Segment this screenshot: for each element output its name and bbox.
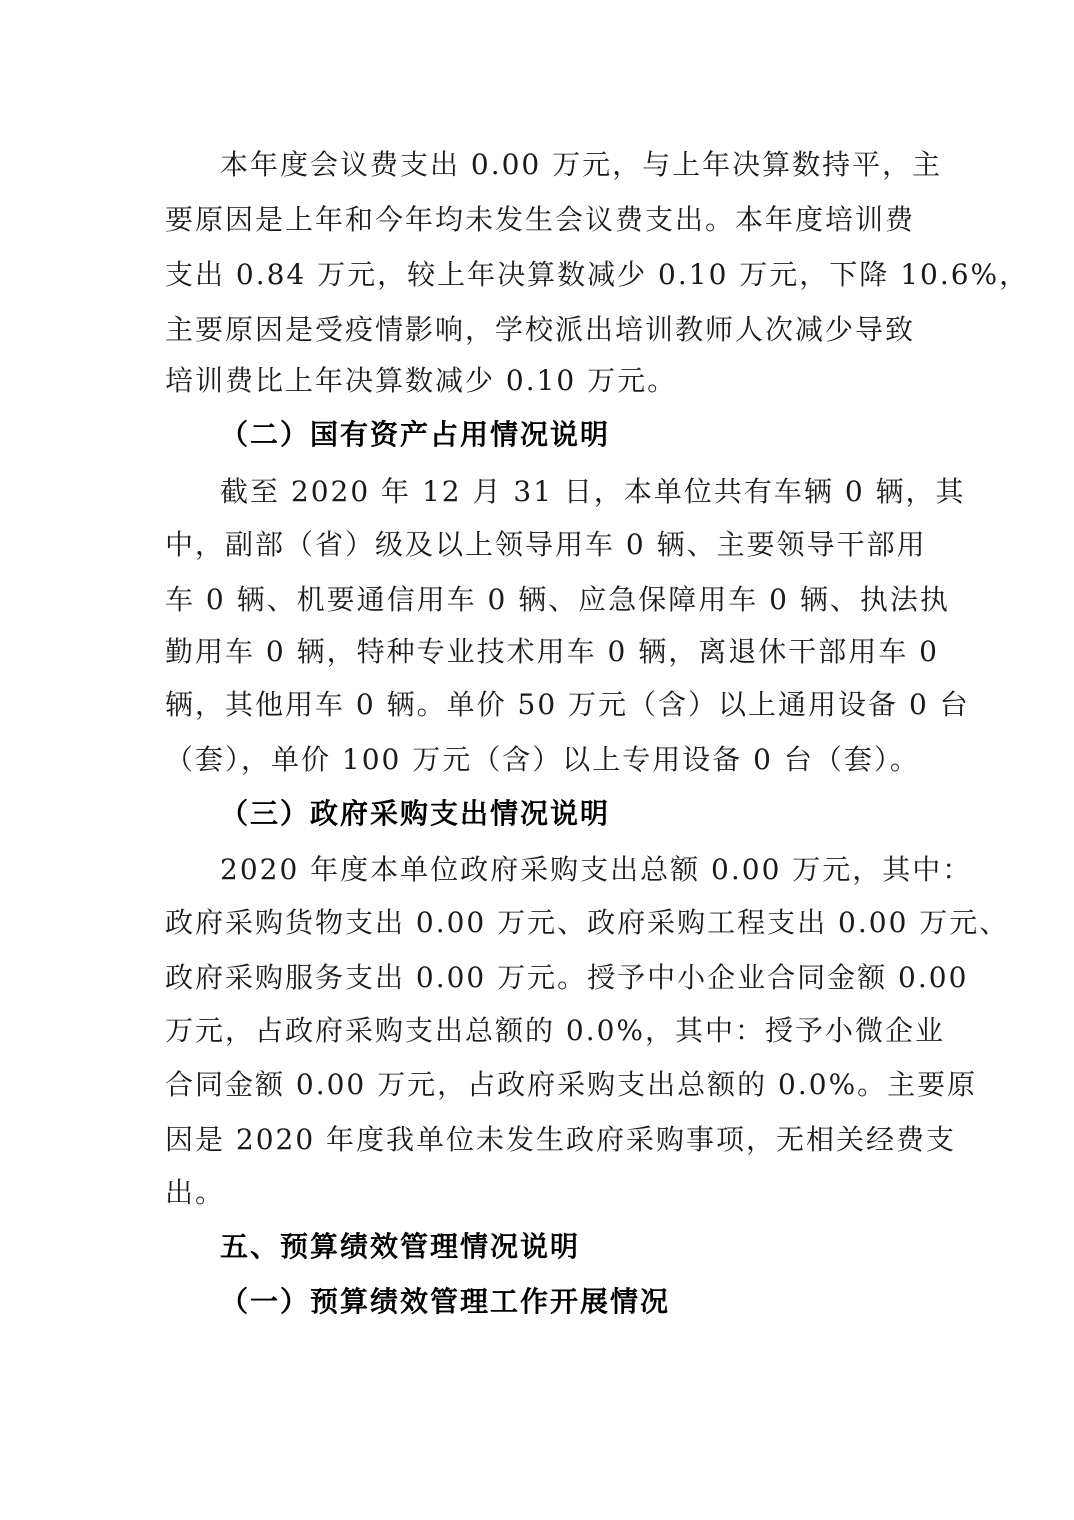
- text-line: 辆，其他用车 0 辆。单价 50 万元（含）以上通用设备 0 台: [165, 688, 970, 721]
- text-line: 本年度会议费支出 0.00 万元，与上年决算数持平，主: [220, 148, 943, 181]
- text-line: 2020 年度本单位政府采购支出总额 0.00 万元，其中：: [220, 853, 973, 886]
- text-line: 车 0 辆、机要通信用车 0 辆、应急保障用车 0 辆、执法执: [165, 583, 950, 616]
- text-line: 政府采购货物支出 0.00 万元、政府采购工程支出 0.00 万元、: [165, 906, 1010, 939]
- text-line: 要原因是上年和今年均未发生会议费支出。本年度培训费: [165, 203, 916, 236]
- text-line: 因是 2020 年度我单位未发生政府采购事项，无相关经费支: [165, 1123, 957, 1156]
- text-line: 政府采购服务支出 0.00 万元。授予中小企业合同金额 0.00: [165, 961, 969, 994]
- text-line: （套），单价 100 万元（含）以上专用设备 0 台（套）。: [165, 743, 920, 776]
- text-line: 培训费比上年决算数减少 0.10 万元。: [165, 364, 678, 397]
- section-heading-procurement: （三）政府采购支出情况说明: [220, 797, 611, 830]
- subsection-heading-performance-work: （一）预算绩效管理工作开展情况: [220, 1285, 671, 1318]
- text-line: 万元，占政府采购支出总额的 0.0%，其中：授予小微企业: [165, 1014, 946, 1047]
- text-line: 支出 0.84 万元，较上年决算数减少 0.10 万元，下降 10.6%，: [165, 258, 1030, 291]
- section-heading-budget-performance: 五、预算绩效管理情况说明: [220, 1230, 581, 1263]
- text-line: 合同金额 0.00 万元，占政府采购支出总额的 0.0%。主要原: [165, 1068, 978, 1101]
- text-line: 勤用车 0 辆，特种专业技术用车 0 辆，离退休干部用车 0: [165, 635, 939, 668]
- text-line: 中，副部（省）级及以上领导用车 0 辆、主要领导干部用: [165, 528, 927, 561]
- section-heading-state-assets: （二）国有资产占用情况说明: [220, 418, 611, 451]
- text-line: 截至 2020 年 12 月 31 日，本单位共有车辆 0 辆，其: [220, 475, 966, 508]
- text-line: 主要原因是受疫情影响，学校派出培训教师人次减少导致: [165, 313, 916, 346]
- text-line: 出。: [165, 1176, 226, 1209]
